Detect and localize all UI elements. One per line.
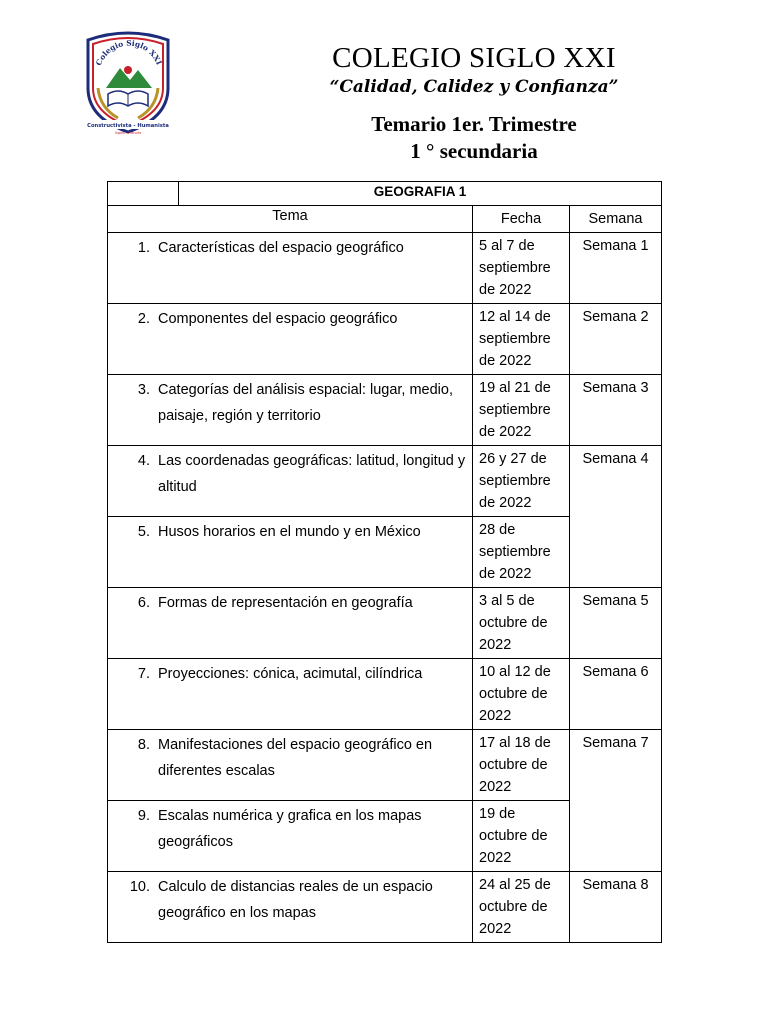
fecha-cell: 28 de septiembre de 2022	[473, 517, 570, 588]
col-header-fecha: Fecha	[473, 206, 570, 233]
tema-cell	[108, 375, 473, 446]
tema-cell	[108, 588, 473, 659]
logo-languages-text: Inglés - Francés	[114, 131, 142, 135]
table-row	[108, 872, 662, 943]
tema-text: Escalas numérica y grafica en los mapas geográficos	[158, 808, 422, 850]
subject-title: GEOGRAFIA 1	[179, 182, 662, 206]
tema-cell	[108, 659, 473, 730]
semana-cell: Semana 3	[570, 375, 662, 446]
col-header-semana: Semana	[570, 206, 662, 233]
school-name: COLEGIO SIGLO XXI	[332, 42, 616, 74]
logo-banner-text: Constructivista - Humanista	[87, 123, 169, 129]
semana-cell: Semana 4	[570, 446, 662, 588]
semana-cell: Semana 1	[570, 233, 662, 304]
col-header-tema: Tema	[108, 206, 473, 233]
tema-text: Formas de representación en geografía	[158, 595, 413, 611]
semana-cell: Semana 7	[570, 730, 662, 872]
row-number: 9.	[137, 808, 150, 824]
semana-cell: Semana 8	[570, 872, 662, 943]
tema-text: Características del espacio geográfico	[158, 240, 404, 256]
tema-text: Componentes del espacio geográfico	[158, 311, 398, 327]
fecha-cell: 3 al 5 de octubre de 2022	[473, 588, 570, 659]
row-number: 10.	[129, 879, 150, 895]
row-number: 5.	[137, 524, 150, 540]
row-number: 3.	[137, 382, 150, 398]
table-row	[108, 375, 662, 446]
tema-cell	[108, 872, 473, 943]
fecha-cell: 12 al 14 de septiembre de 2022	[473, 304, 570, 375]
fecha-cell: 26 y 27 de septiembre de 2022	[473, 446, 570, 517]
tema-text: Calculo de distancias reales de un espacio geográfico en los mapas	[158, 879, 433, 921]
logo-arc-text: Colegio Siglo XXI	[94, 38, 164, 67]
school-motto: “Calidad, Calidez y Confianza”	[329, 77, 619, 97]
tema-text: Husos horarios en el mundo y en México	[158, 524, 421, 540]
fecha-cell: 5 al 7 de septiembre de 2022	[473, 233, 570, 304]
table-row	[108, 659, 662, 730]
semana-cell: Semana 5	[570, 588, 662, 659]
tema-cell	[108, 517, 473, 588]
row-number: 2.	[137, 311, 150, 327]
fecha-cell: 19 al 21 de septiembre de 2022	[473, 375, 570, 446]
row-number: 7.	[137, 666, 150, 682]
tema-text: Categorías del análisis espacial: lugar, medio, paisaje, región y territorio	[158, 382, 453, 424]
tema-text: Las coordenadas geográficas: latitud, longitud y altitud	[158, 453, 466, 495]
header-row	[108, 206, 662, 233]
fecha-cell: 24 al 25 de octubre de 2022	[473, 872, 570, 943]
tema-cell	[108, 304, 473, 375]
row-number: 4.	[137, 453, 150, 469]
document-title: Temario 1er. Trimestre	[371, 112, 577, 136]
subject-empty-cell	[108, 182, 179, 206]
table-row	[108, 446, 662, 517]
tema-text: Manifestaciones del espacio geográfico en diferentes escalas	[158, 737, 433, 779]
table-row	[108, 588, 662, 659]
schedule-table	[107, 181, 662, 943]
table-row	[108, 233, 662, 304]
row-number: 6.	[137, 595, 150, 611]
row-number: 1.	[137, 240, 150, 256]
row-number: 8.	[137, 737, 150, 753]
table-row	[108, 730, 662, 801]
semana-cell: Semana 6	[570, 659, 662, 730]
table-row	[108, 304, 662, 375]
grade-label: 1 ° secundaria	[410, 139, 538, 163]
fecha-cell: 10 al 12 de octubre de 2022	[473, 659, 570, 730]
tema-cell	[108, 233, 473, 304]
tema-cell	[108, 446, 473, 517]
school-logo	[78, 28, 178, 140]
semana-cell: Semana 2	[570, 304, 662, 375]
tema-text: Proyecciones: cónica, acimutal, cilíndrica	[158, 666, 423, 682]
fecha-cell: 17 al 18 de octubre de 2022	[473, 730, 570, 801]
subject-row	[108, 182, 662, 206]
tema-cell	[108, 730, 473, 801]
tema-cell	[108, 801, 473, 872]
fecha-cell: 19 de octubre de 2022	[473, 801, 570, 872]
